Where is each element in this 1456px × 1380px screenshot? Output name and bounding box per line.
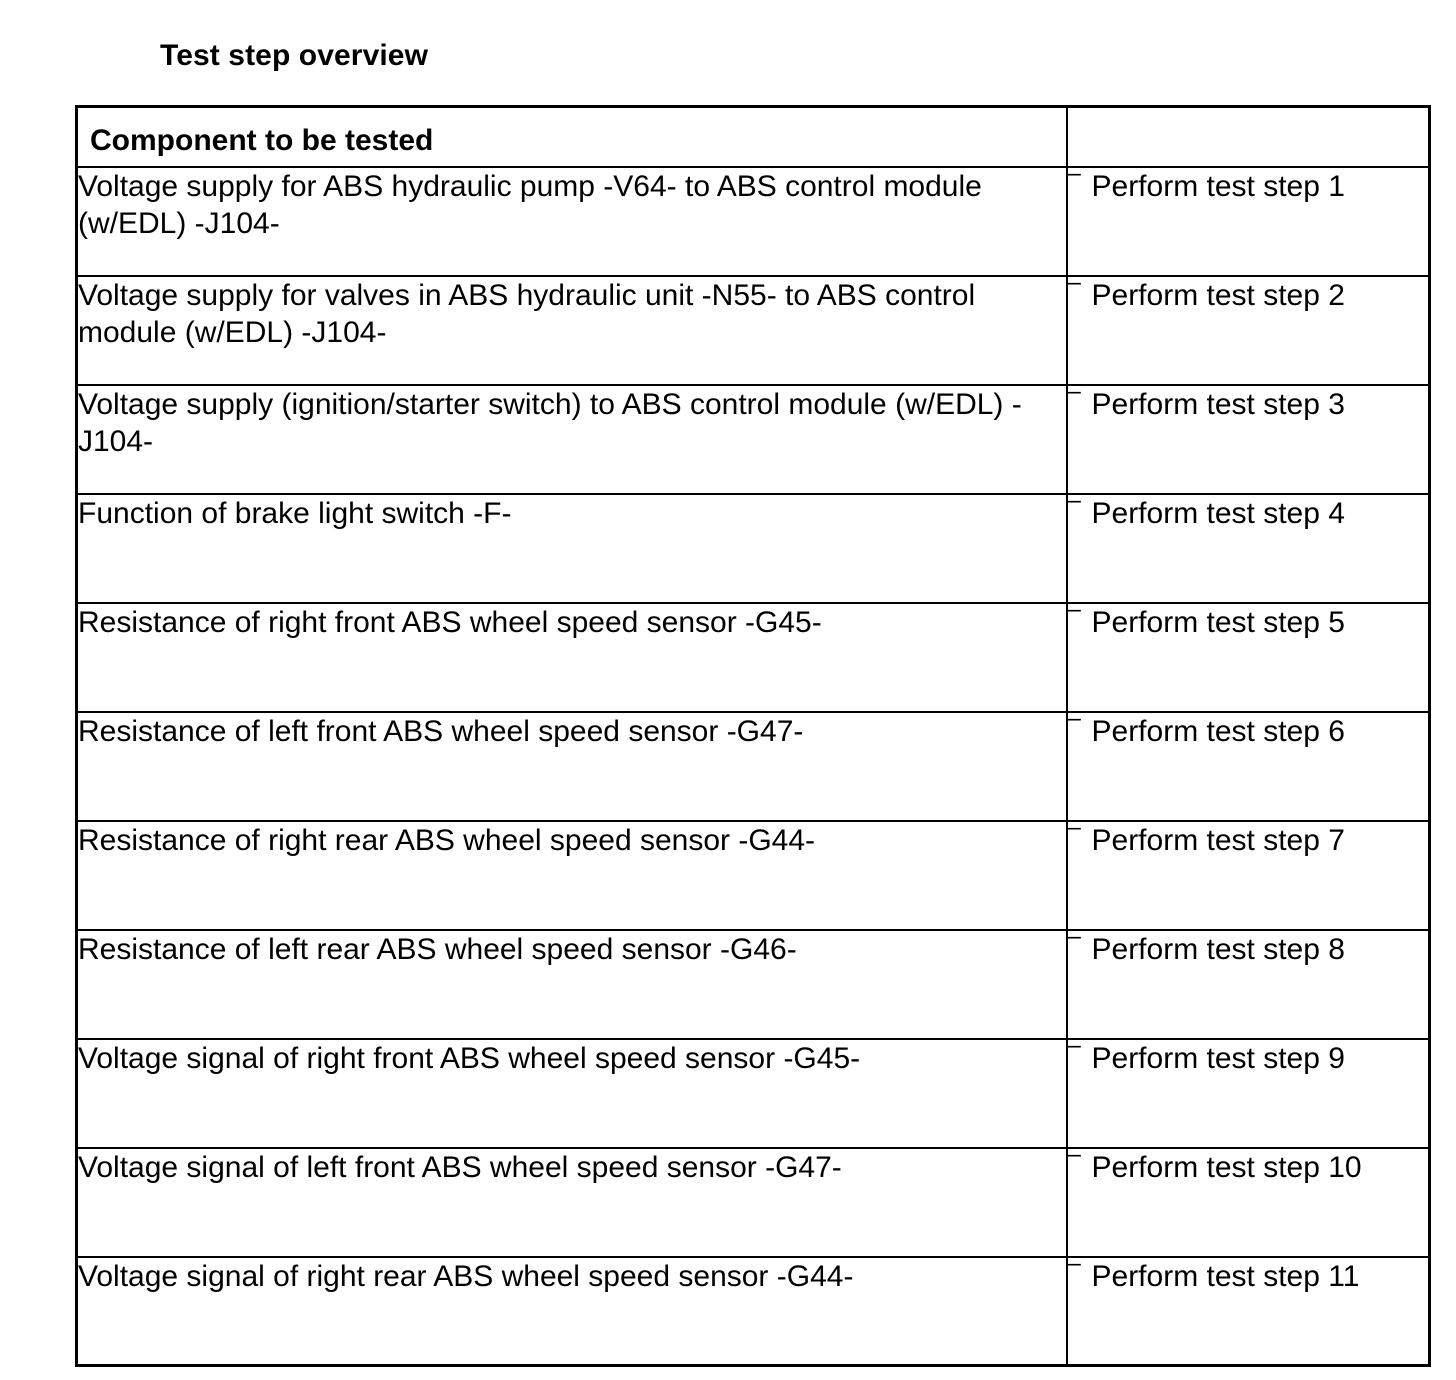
component-cell: Voltage signal of right rear ABS wheel speed sensor -G44-: [77, 1257, 1067, 1366]
table-row: [77, 712, 1430, 821]
action-link[interactable]: Perform test step 4: [1091, 496, 1345, 530]
table-row: [77, 821, 1430, 930]
table-row: [77, 167, 1430, 276]
dash-icon: –: [1067, 486, 1081, 514]
action-link[interactable]: Perform test step 6: [1091, 714, 1345, 748]
component-cell: Voltage signal of right front ABS wheel speed sensor -G45-: [77, 1039, 1067, 1148]
action-cell: [1067, 813, 1430, 930]
dash-icon: –: [1067, 595, 1081, 623]
action-cell: [1067, 1031, 1430, 1148]
table-row: [77, 930, 1430, 1039]
action-cell: [1067, 159, 1430, 276]
component-cell: Voltage supply for valves in ABS hydraulic unit -N55- to ABS control module (w/EDL) -J104-: [77, 276, 1067, 385]
action-link[interactable]: Perform test step 8: [1091, 932, 1345, 966]
table-header-row: [77, 107, 1430, 167]
dash-icon: –: [1067, 1140, 1081, 1168]
dash-icon: –: [1067, 377, 1081, 405]
action-link[interactable]: Perform test step 5: [1091, 605, 1345, 639]
action-cell: [1067, 704, 1430, 821]
table-row: [77, 494, 1430, 603]
action-cell: [1067, 486, 1430, 603]
action-link[interactable]: Perform test step 2: [1091, 278, 1345, 312]
table-row: [77, 385, 1430, 494]
component-cell: Resistance of left rear ABS wheel speed sensor -G46-: [77, 930, 1067, 1039]
test-step-table: [75, 105, 1431, 1367]
action-link[interactable]: Perform test step 11: [1091, 1259, 1360, 1293]
dash-icon: –: [1067, 704, 1081, 732]
action-cell: [1067, 595, 1430, 712]
action-cell: [1067, 1140, 1430, 1257]
action-cell: [1067, 268, 1430, 385]
component-cell: Resistance of left front ABS wheel speed sensor -G47-: [77, 712, 1067, 821]
action-link[interactable]: Perform test step 7: [1091, 823, 1345, 857]
component-cell: Voltage signal of left front ABS wheel speed sensor -G47-: [77, 1148, 1067, 1257]
component-cell: Resistance of right front ABS wheel speed sensor -G45-: [77, 603, 1067, 712]
action-link[interactable]: Perform test step 9: [1091, 1041, 1345, 1075]
dash-icon: –: [1067, 159, 1081, 187]
dash-icon: –: [1067, 1249, 1081, 1277]
component-cell: Function of brake light switch -F-: [77, 494, 1067, 603]
component-cell: Voltage supply (ignition/starter switch) to ABS control module (w/EDL) -J104-: [77, 385, 1067, 494]
action-link[interactable]: Perform test step 1: [1091, 169, 1345, 203]
table-row: [77, 1039, 1430, 1148]
component-column-header: Component to be tested: [77, 107, 1067, 167]
dash-icon: –: [1067, 813, 1081, 841]
component-cell: Voltage supply for ABS hydraulic pump -V64- to ABS control module (w/EDL) -J104-: [77, 167, 1067, 276]
dash-icon: –: [1067, 268, 1081, 296]
action-cell: [1067, 1249, 1430, 1366]
table-row: [77, 276, 1430, 385]
table-row: [77, 1257, 1430, 1366]
action-cell: [1067, 922, 1430, 1039]
component-cell: Resistance of right rear ABS wheel speed sensor -G44-: [77, 821, 1067, 930]
table-row: [77, 603, 1430, 712]
dash-icon: –: [1067, 1031, 1081, 1059]
action-cell: [1067, 377, 1430, 494]
table-row: [77, 1148, 1430, 1257]
dash-icon: –: [1067, 922, 1081, 950]
action-column-header: [1067, 107, 1430, 167]
action-link[interactable]: Perform test step 10: [1091, 1150, 1362, 1184]
page-title: Test step overview: [160, 39, 429, 72]
action-link[interactable]: Perform test step 3: [1091, 387, 1345, 421]
